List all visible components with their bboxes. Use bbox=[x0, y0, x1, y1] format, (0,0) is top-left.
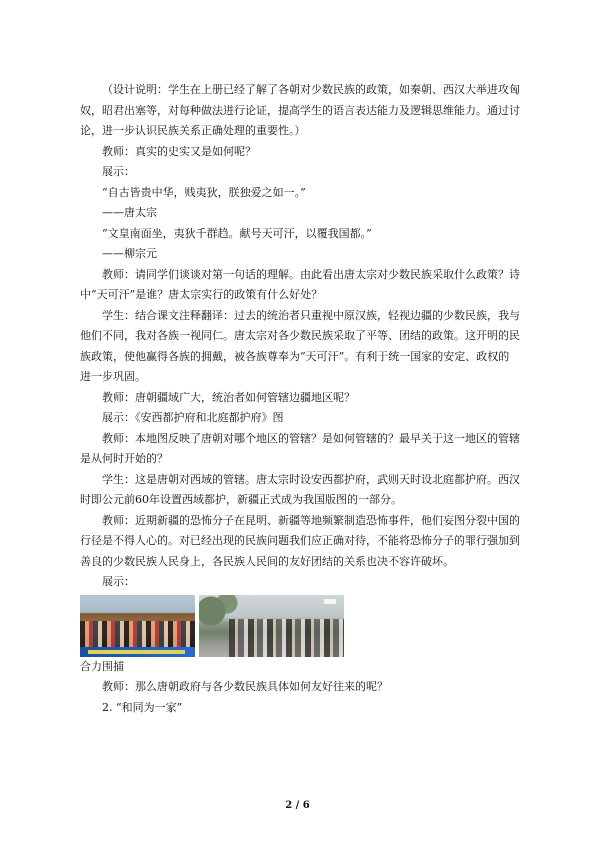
news-photos bbox=[80, 595, 520, 657]
teacher-question: 教师：本地图反映了唐朝对哪个地区的管辖？是如何管辖的？最早关于这一地区的管辖是从何时开始的？ bbox=[80, 431, 520, 465]
quote-taizong-source: ——唐太宗 bbox=[102, 206, 157, 219]
quote-liuzongyuan: “文皇南面坐，夷狄千群趋。献号天可汗，以覆我国都。” bbox=[102, 226, 372, 240]
page-number: 2 / 6 bbox=[285, 800, 310, 811]
section-heading: 2. “和同为一家” bbox=[102, 700, 183, 714]
teacher-question: 教师：那么唐朝政府与各少数民族具体如何友好往来的呢？ bbox=[102, 680, 388, 693]
photo-caption: 合力围捕 bbox=[80, 659, 124, 673]
student-answer: 学生：这是唐朝对西域的管辖。唐太宗时设安西都护府，武则天时设北庭都护府。西汉时即公元前60年设置西域都护，新疆正式成为我国版图的一部分。 bbox=[80, 472, 520, 506]
student-answer: 学生：结合课文注释翻译：过去的统治者只重视中原汉族，轻视边疆的少数民族，我与他们不同，我对各族一视同仁。唐太宗对各少数民族采取了平等、团结的政策。这开明的民族政策，使他赢得各族的拥戴，被各族尊奉为“天可汗”。有利于统一国家的安定、政权的进一步巩固。 bbox=[80, 308, 520, 383]
show-label: 展示： bbox=[102, 165, 135, 178]
quote-taizong: “自古皆贵中华，贱夷狄，朕独爱之如一。” bbox=[102, 185, 306, 199]
show-label: 展示： bbox=[102, 575, 135, 588]
news-photo-crowd bbox=[80, 595, 195, 657]
document-body bbox=[80, 80, 520, 718]
teacher-question: 教师：真实的史实又是如何呢？ bbox=[102, 144, 256, 158]
quote-liuzongyuan-source: ——柳宗元 bbox=[102, 247, 157, 260]
show-map: 展示：《安西都护府和北庭都护府》图 bbox=[102, 411, 284, 424]
design-note-paragraph: （设计说明：学生在上册已经了解了各朝对少数民族的政策，如秦朝、西汉大举进攻匈奴，昭君出塞等，对每种做法进行论证，提高学生的语言表达能力及逻辑思维能力。通过讨论，进一步认识民族关系正确处理的重要性。） bbox=[80, 83, 520, 137]
news-photo-villagers bbox=[199, 595, 344, 657]
teacher-question: 教师：唐朝疆域广大，统治者如何管辖边疆地区呢？ bbox=[102, 390, 355, 404]
teacher-statement: 教师：近期新疆的恐怖分子在昆明、新疆等地频繁制造恐怖事件，他们妄图分裂中国的行径是不得人心的。对已经出现的民族问题我们应正确对待，不能将恐怖分子的罪行强加到善良的少数民族人民身上，各民族人民间的友好团结的关系也决不容许破坏。 bbox=[80, 513, 520, 568]
teacher-question: 教师：请同学们谈谈对第一句话的理解。由此看出唐太宗对少数民族采取什么政策？诗中“天可汗”是谁？唐太宗实行的政策有什么好处？ bbox=[80, 267, 520, 301]
